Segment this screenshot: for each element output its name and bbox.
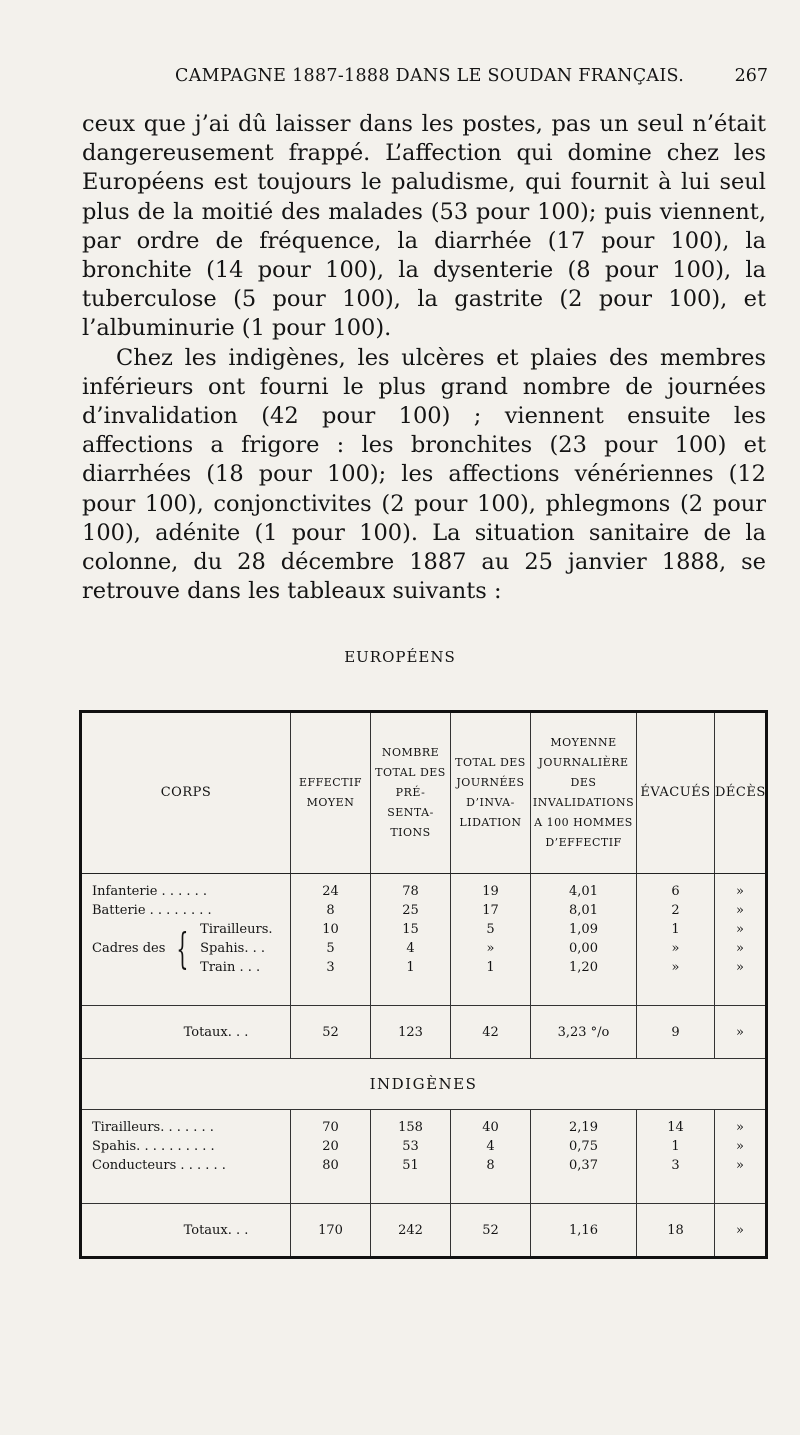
cell: 1 [637,1137,715,1156]
row-label: Spahis. . . . . . . . . . [92,1139,215,1154]
section-row-indigenes [81,1059,767,1110]
table-title-europeens: EUROPÉENS [344,648,456,666]
cell: 9 [637,1006,715,1059]
cell: 3 [637,1156,715,1175]
cell: 4 [371,939,451,958]
cell: 0,37 [531,1156,637,1175]
header-row [81,712,767,874]
totals-label: Totaux. . . [81,1204,291,1258]
running-title: CAMPAGNE 1887-1888 DANS LE SOUDAN FRANÇAIS. [175,66,685,86]
cell: 8,01 [531,901,637,920]
cell: 25 [371,901,451,920]
cell: 1 [451,958,531,977]
cell: 1,16 [531,1204,637,1258]
cell: 0,75 [531,1137,637,1156]
cadres-group [81,920,291,977]
totals-row-indigenes [81,1204,767,1258]
cell: 52 [291,1006,371,1059]
paragraph-2: Chez les indigènes, les ulcères et plaies des membres inférieurs ont fourni le plus grand nombre de journées d’invalidation (42 pour 100) ; viennent ensuite les affections a frigore : les bronchites (23 pour 100) et diarrhées (18 pour 100); les affections vénériennes (12 pour 100), conjonctivites (2 pour 100), phlegmons (2 pour 100), adénite (1 pour 100). La situation sanitaire de la colonne, du 28 décembre 1887 au 25 janvier 1888, se retrouve dans les tableaux suivants : [82,344,766,605]
table-row [81,920,767,939]
cadres-sub-label: Spahis. . . [200,941,265,956]
row-label: Infanterie . . . . . . [92,884,208,899]
cell: » [715,1137,767,1156]
cell: 6 [637,882,715,901]
cell: 20 [291,1137,371,1156]
cadres-sub-label: Train . . . [200,960,261,975]
page-number: 267 [734,66,768,86]
cell: 3,23 °/o [531,1006,637,1059]
cell: 14 [637,1118,715,1137]
cell: 19 [451,882,531,901]
cell: 1,09 [531,920,637,939]
cell: 2,19 [531,1118,637,1137]
paragraph-1: ceux que j’ai dû laisser dans les postes, pas un seul n’était dangereusement frappé. L’affection qui domine chez les Européens est toujours le paludisme, qui fournit à lui seul plus de la moitié des malades (53 pour 100); puis viennent, par ordre de fréquence, la diarrhée (17 pour 100), la bronchite (14 pour 100), la dysenterie (8 pour 100), la tuberculose (5 pour 100), la gastrite (2 pour 100), et l’albuminurie (1 pour 100). [82,111,766,342]
col-deces: DÉCÈS [715,712,767,874]
cell: 242 [371,1204,451,1258]
cell: 51 [371,1156,451,1175]
row-label: Tirailleurs. . . . . . . [92,1120,214,1135]
cell: » [715,1006,767,1059]
cell: 170 [291,1204,371,1258]
section-title-indigenes: INDIGÈNES [81,1059,767,1110]
col-evacues: ÉVACUÉS [637,712,715,874]
table-row [81,1137,767,1156]
cell: 1 [371,958,451,977]
col-nombre: NOMBRE TOTAL DES PRÉ- SENTA- TIONS [371,712,451,874]
cell: 80 [291,1156,371,1175]
cell: 17 [451,901,531,920]
cell: 52 [451,1204,531,1258]
cell: 24 [291,882,371,901]
cell: 1 [637,920,715,939]
cell: 18 [637,1204,715,1258]
table-row [81,901,767,920]
cell: » [637,958,715,977]
cell: » [715,939,767,958]
row-label: Batterie . . . . . . . . [92,903,212,918]
col-corps: CORPS [81,712,291,874]
cell: 123 [371,1006,451,1059]
cell: 158 [371,1118,451,1137]
cadres-label: Cadres des [92,941,166,956]
brace-glyph: { [176,923,189,973]
table-row [81,882,767,901]
cell: 0,00 [531,939,637,958]
cell: 15 [371,920,451,939]
cell: 70 [291,1118,371,1137]
cell: 1,20 [531,958,637,977]
running-header [80,66,768,90]
cell: » [715,1118,767,1137]
cadres-sub-label: Tirailleurs. [200,922,273,937]
cell: 5 [291,939,371,958]
cell: 2 [637,901,715,920]
cell: 78 [371,882,451,901]
row-label: Conducteurs . . . . . . [92,1158,226,1173]
cell: 10 [291,920,371,939]
cell: 8 [451,1156,531,1175]
cell: 8 [291,901,371,920]
sanitary-table [79,710,768,1259]
cell: » [451,939,531,958]
totals-label: Totaux. . . [81,1006,291,1059]
table-row [81,1118,767,1137]
cell: » [715,901,767,920]
cell: 53 [371,1137,451,1156]
col-effectif: EFFECTIF MOYEN [291,712,371,874]
cell: » [715,882,767,901]
cell: » [637,939,715,958]
cell: 5 [451,920,531,939]
cell: » [715,1204,767,1258]
cell: 4,01 [531,882,637,901]
col-moyenne: MOYENNE JOURNALIÈRE DES INVALIDATIONS A 100 HOMMES D’EFFECTIF [531,712,637,874]
cell: 3 [291,958,371,977]
cell: 40 [451,1118,531,1137]
table-row [81,1156,767,1175]
cell: » [715,1156,767,1175]
totals-row-europeens [81,1006,767,1059]
cell: » [715,958,767,977]
col-total-journees: TOTAL DES JOURNÉES D’INVA- LIDATION [451,712,531,874]
cell: 4 [451,1137,531,1156]
body-text [82,110,766,606]
cell: » [715,920,767,939]
cell: 42 [451,1006,531,1059]
